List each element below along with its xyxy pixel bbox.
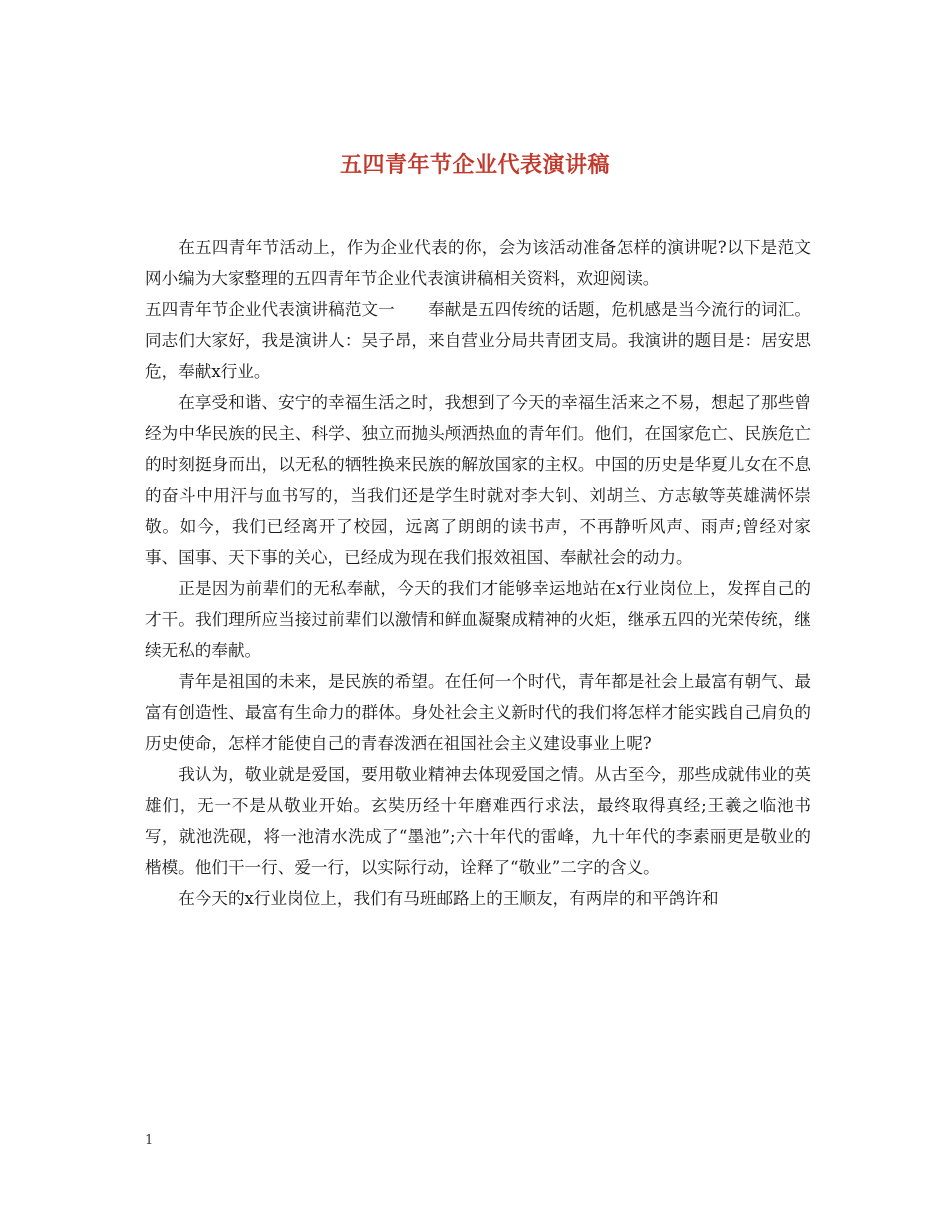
page-number: 1 bbox=[145, 1133, 154, 1148]
paragraph: 我认为，敬业就是爱国，要用敬业精神去体现爱国之情。从古至今，那些成就伟业的英雄们，无一不是从敬业开始。玄奘历经十年磨难西行求法，最终取得真经;王羲之临池书写，就池洗砚，将一池清水洗成了“墨池”;六十年代的雷峰，九十年代的李素丽更是敬业的楷模。他们干一行、爱一行，以实际行动，诠释了“敬业”二字的含义。 bbox=[145, 765, 811, 877]
paragraph-sample-heading: 五四青年节企业代表演讲稿范文一 奉献是五四传统的话题，危机感是当今流行的词汇。同志们大家好，我是演讲人：吴子昂，来自营业分局共青团支局。我演讲的题目是：居安思危，奉献x行业。 bbox=[145, 300, 811, 381]
paragraph: 在享受和谐、安宁的幸福生活之时，我想到了今天的幸福生活来之不易，想起了那些曾经为中华民族的民主、科学、独立而抛头颅洒热血的青年们。他们，在国家危亡、民族危亡的时刻挺身而出，以无私的牺牲换来民族的解放国家的主权。中国的历史是华夏儿女在不息的奋斗中用汗与血书写的，当我们还是学生时就对李大钊、刘胡兰、方志敏等英雄满怀崇敬。如今，我们已经离开了校园，远离了朗朗的读书声，不再静听风声、雨声;曾经对家事、国事、天下事的关心，已经成为现在我们报效祖国、奉献社会的动力。 bbox=[145, 393, 811, 567]
document-title: 五四青年节企业代表演讲稿 bbox=[339, 151, 610, 178]
document-body bbox=[145, 232, 811, 914]
paragraph: 青年是祖国的未来，是民族的希望。在任何一个时代，青年都是社会上最富有朝气、最富有创造性、最富有生命力的群体。身处社会主义新时代的我们将怎样才能实践自己肩负的历史使命，怎样才能使自己的青春泼洒在祖国社会主义建设事业上呢? bbox=[145, 672, 811, 753]
paragraph: 正是因为前辈们的无私奉献，今天的我们才能够幸运地站在x行业岗位上，发挥自己的才干。我们理所应当接过前辈们以激情和鲜血凝聚成精神的火炬，继承五四的光荣传统，继续无私的奉献。 bbox=[145, 579, 811, 660]
paragraph: 在今天的x行业岗位上，我们有马班邮路上的王顺友，有两岸的和平鸽许和 bbox=[178, 889, 719, 908]
paragraph-intro: 在五四青年节活动上，作为企业代表的你，会为该活动准备怎样的演讲呢?以下是范文网小编为大家整理的五四青年节企业代表演讲稿相关资料，欢迎阅读。 bbox=[145, 238, 811, 288]
